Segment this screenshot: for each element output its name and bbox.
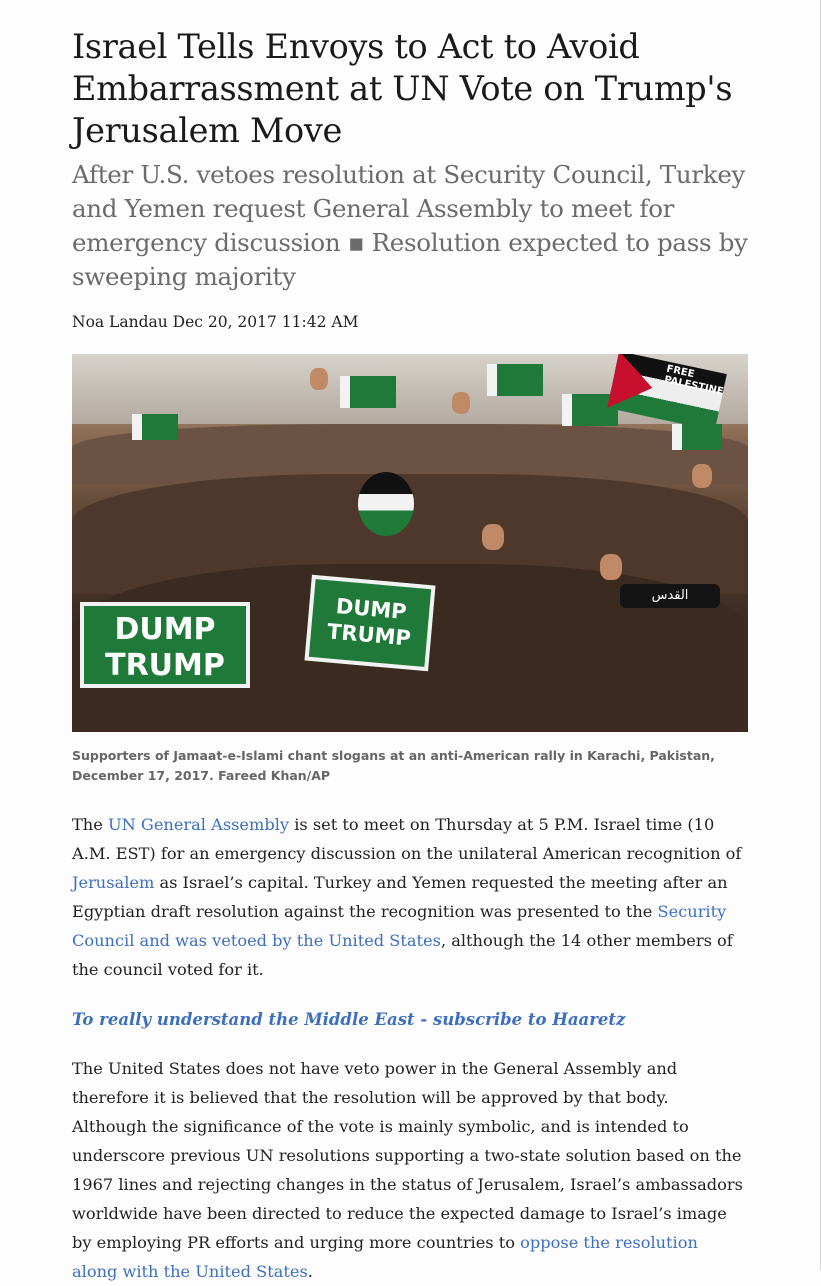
subscribe-promo-link[interactable]: To really understand the Middle East - subscribe to Haaretz [72, 1010, 626, 1029]
text: . [307, 1262, 313, 1281]
text: is set to meet on Thursday at 5 P.M. Israel time (10 A.M. EST) for an emergency discussion on the unilateral American recognition of [72, 815, 742, 863]
raised-fist [452, 392, 470, 414]
link-un-general-assembly[interactable]: UN General Assembly [107, 815, 290, 834]
text: The [72, 815, 108, 834]
raised-fist [482, 524, 504, 550]
raised-fist [310, 368, 328, 390]
sign-dump-trump: DUMP TRUMP [80, 602, 250, 688]
link-security-council[interactable]: Security Council and was vetoed by the United States [72, 902, 727, 950]
link-jerusalem[interactable]: Jerusalem [72, 873, 155, 892]
painted-face [358, 472, 414, 536]
sign-dump-trump: DUMP TRUMP [304, 575, 435, 671]
subheadline: After U.S. vetoes resolution at Security Council, Turkey and Yemen request General Assembly to meet for emergency discussion ▪ Resolution expected to pass by sweeping majority [72, 160, 748, 291]
flag-green [132, 414, 178, 440]
flag-green [340, 376, 396, 408]
headband: القدس [620, 584, 720, 608]
photo-caption: Supporters of Jamaat-e-Islami chant slogans at an anti-American rally in Karachi, Pakistan, December 17, 2017. Fareed Khan/AP [72, 748, 715, 783]
paragraph-1 [72, 810, 748, 984]
article [72, 26, 748, 1286]
byline: Noa Landau Dec 20, 2017 11:42 AM [72, 313, 359, 331]
text: as Israel’s capital. Turkey and Yemen requested the meeting after an Egyptian draft resolution against the recognition was presented to the [72, 873, 728, 921]
raised-fist [692, 464, 712, 488]
flag-text: FREE PALESTINE [663, 363, 725, 398]
flag-green [487, 364, 543, 396]
text: , although the 14 other members of the council voted for it. [72, 931, 733, 979]
headline: Israel Tells Envoys to Act to Avoid Embarrassment at UN Vote on Trump's Jerusalem Move [72, 27, 733, 150]
raised-fist [600, 554, 622, 580]
link-oppose-resolution[interactable]: oppose the resolution along with the United States [72, 1233, 698, 1281]
article-photo [72, 354, 748, 732]
paragraph-2 [72, 1054, 748, 1286]
text: The United States does not have veto power in the General Assembly and therefore it is believed that the resolution will be approved by that body. Although the significance of the vote is mainly symbolic, and is intended to underscore previous UN resolutions supporting a two-state solution based on the 1967 lines and rejecting changes in the status of Jerusalem, Israel’s ambassadors worldwide have been directed to reduce the expected damage to Israel’s image by employing PR efforts and urging more countries to [72, 1059, 743, 1252]
